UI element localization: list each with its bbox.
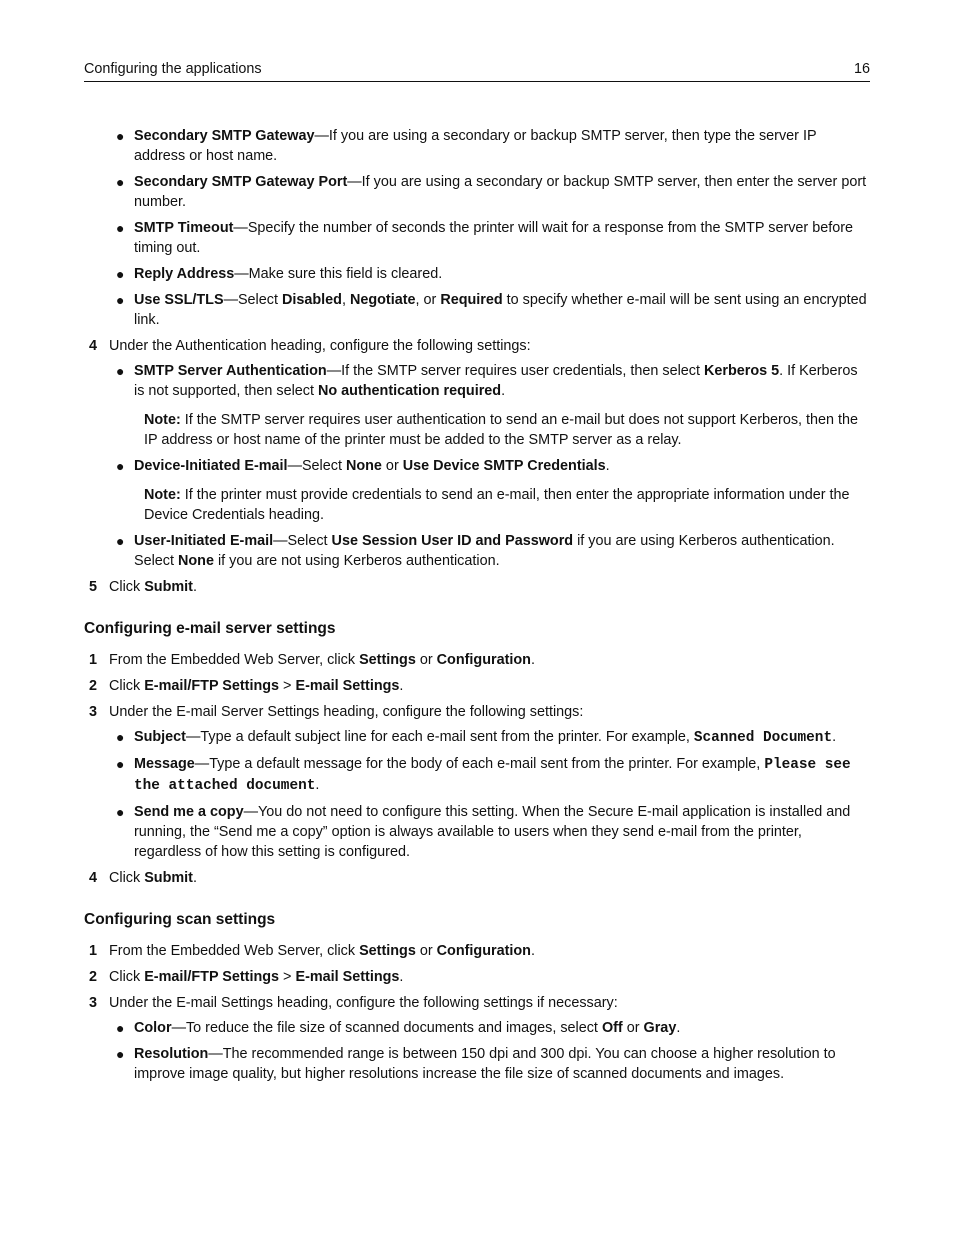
- step-item: 2 Click E-mail/FTP Settings > E-mail Settings.: [89, 678, 404, 694]
- step-number: 2: [89, 969, 98, 985]
- document-body: [84, 126, 870, 1090]
- bullet-icon: ●: [116, 804, 125, 820]
- list-item: ● Message—Type a default message for the body of each e-mail sent from the printer. For example, Please see the attached document.: [116, 756, 851, 794]
- step-number: 5: [89, 579, 98, 595]
- page-number: 16: [853, 61, 870, 77]
- list-item: ● Send me a copy—You do not need to configure this setting. When the Secure E-mail application is installed and running, the “Send me a copy” option is always available to users when they send e-mail from the printer, regardless of how this setting is configured.: [116, 804, 851, 860]
- list-item: ● Use SSL/TLS—Select Disabled, Negotiate, or Required to specify whether e-mail will be sent using an encrypted link.: [116, 292, 867, 328]
- step-number: 4: [89, 338, 98, 354]
- step-number: 2: [89, 678, 98, 694]
- bullet-icon: ●: [116, 458, 125, 474]
- scan-settings-list: [84, 1018, 870, 1084]
- list-item: ● Color—To reduce the file size of scanned documents and images, select Off or Gray.: [116, 1020, 681, 1036]
- bullet-icon: ●: [116, 128, 125, 144]
- list-item: ● User-Initiated E-mail—Select Use Session User ID and Password if you are using Kerberos authentication. Select None if you are not using Kerberos authentication.: [116, 533, 835, 569]
- section-heading: Configuring scan settings: [84, 911, 276, 928]
- step-item: 4 Click Submit.: [89, 870, 197, 886]
- bullet-icon: ●: [116, 533, 125, 549]
- smtp-settings-list: [84, 126, 870, 330]
- bullet-icon: ●: [116, 292, 125, 308]
- bullet-icon: ●: [116, 363, 125, 379]
- list-item: ● Subject—Type a default subject line for each e-mail sent from the printer. For example, Scanned Document.: [116, 729, 837, 746]
- bullet-icon: ●: [116, 1046, 125, 1062]
- list-item: ● Secondary SMTP Gateway Port—If you are using a secondary or backup SMTP server, then enter the server port number.: [116, 174, 867, 210]
- note: Note: If the SMTP server requires user authentication to send an e-mail but does not support Kerberos, then the IP address or host name of the printer must be added to the SMTP server as a relay.: [144, 412, 859, 448]
- section-heading: Configuring e-mail server settings: [84, 620, 336, 637]
- list-item: ● Device-Initiated E-mail—Select None or Use Device SMTP Credentials. Note: If the printer must provide credentials to send an e-mail, then enter the appropriate information under the Device Credentials heading.: [84, 456, 870, 525]
- bullet-icon: ●: [116, 756, 125, 772]
- step-item: 4 Under the Authentication heading, configure the following settings: ● SMTP Server Authentication—If the SMTP server requires user credentials, then select Kerberos 5. If Kerberos is not supported, then select No authentication required. Note: If the SMTP server requires user authentication to send an e-mail but does not support Kerberos, then the IP address or host name of the printer must be added to the SMTP server as a relay. ● Device-Initiated E-mail—Select None or Use Device SMTP Credentials. Note: If the printer must provide credentials to send an e-mail, then enter the appropriate information under the Device Credentials heading. ● User-Initiated E-mail—Select Use Session User ID and Password if you are using Kerberos authentication. Select None if you are not using Kerberos authentication.: [84, 336, 870, 571]
- bullet-icon: ●: [116, 220, 125, 236]
- step-number: 4: [89, 870, 98, 886]
- bullet-icon: ●: [116, 729, 125, 745]
- step-item: 5 Click Submit.: [89, 579, 197, 595]
- step-item: 3 Under the E-mail Settings heading, configure the following settings if necessary: ● Color—To reduce the file size of scanned documents and images, select Off or Gray. ● Resolution—The recommended range is between 150 dpi and 300 dpi. You can choose a higher resolution to improve image quality, but higher resolutions increase the file size of scanned documents and images.: [84, 993, 870, 1084]
- note: Note: If the printer must provide credentials to send an e-mail, then enter the appropriate information under the Device Credentials heading.: [144, 487, 850, 523]
- step-item: 3 Under the E-mail Server Settings heading, configure the following settings: ● Subject—Type a default subject line for each e-mail sent from the printer. For example, Scanned Document. ● Message—Type a default message for the body of each e-mail sent from the printer. For example, Please see the attached document. ● Send me a copy—You do not need to configure this setting. When the Secure E-mail application is installed and running, the “Send me a copy” option is always available to users when they send e-mail from the printer, regardless of how this setting is configured.: [84, 702, 870, 862]
- list-item: ● SMTP Timeout—Specify the number of seconds the printer will wait for a response from the SMTP server before timing out.: [116, 220, 854, 256]
- list-item: ● Resolution—The recommended range is between 150 dpi and 300 dpi. You can choose a higher resolution to improve image quality, but higher resolutions increase the file size of scanned documents and images.: [116, 1046, 836, 1082]
- bullet-icon: ●: [116, 1020, 125, 1036]
- email-server-settings-list: [84, 727, 870, 862]
- list-item: ● Reply Address—Make sure this field is cleared.: [116, 266, 443, 282]
- bullet-icon: ●: [116, 174, 125, 190]
- step-number: 3: [89, 995, 98, 1011]
- step-number: 1: [89, 943, 98, 959]
- step-number: 3: [89, 704, 98, 720]
- step-item: 1 From the Embedded Web Server, click Settings or Configuration.: [89, 943, 535, 959]
- header-title: Configuring the applications: [84, 61, 262, 77]
- list-item: ● SMTP Server Authentication—If the SMTP server requires user credentials, then select Kerberos 5. If Kerberos is not supported, then select No authentication required. Note: If the SMTP server requires user authentication to send an e-mail but does not support Kerberos, then the IP address or host name of the printer must be added to the SMTP server as a relay.: [84, 361, 870, 450]
- page-header: [84, 61, 870, 82]
- bullet-icon: ●: [116, 266, 125, 282]
- step-number: 1: [89, 652, 98, 668]
- authentication-settings-list: [84, 361, 870, 571]
- step-item: 2 Click E-mail/FTP Settings > E-mail Settings.: [89, 969, 404, 985]
- list-item: ● Secondary SMTP Gateway—If you are using a secondary or backup SMTP server, then type the server IP address or host name.: [116, 128, 817, 164]
- step-item: 1 From the Embedded Web Server, click Settings or Configuration.: [89, 652, 535, 668]
